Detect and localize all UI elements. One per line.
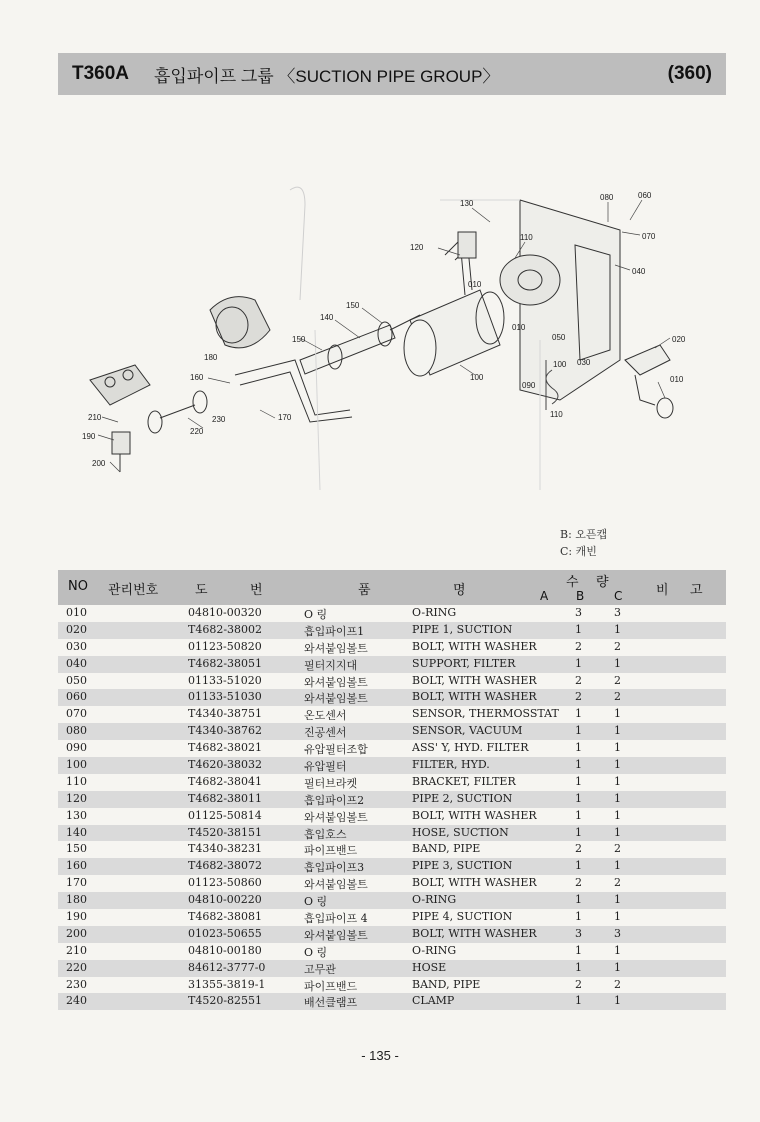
row-name-en: BOLT, WITH WASHER (412, 808, 537, 822)
row-no: 040 (66, 656, 87, 670)
row-qty-b: 2 (575, 639, 582, 653)
row-qty-b: 1 (575, 791, 582, 805)
row-qty-c: 1 (614, 859, 621, 873)
row-qty-b: 1 (575, 994, 582, 1008)
callout-label: 100 (553, 360, 567, 369)
row-qty-b: 1 (575, 758, 582, 772)
row-qty-c: 1 (614, 758, 621, 772)
row-part-number: T4682-38072 (188, 859, 263, 873)
row-name-ko: 와셔붙임볼트 (304, 810, 368, 824)
row-no: 070 (66, 707, 87, 721)
row-qty-c: 2 (614, 639, 621, 653)
row-name-en: O-RING (412, 893, 457, 907)
callout-label: 010 (468, 280, 482, 289)
table-row (58, 926, 726, 943)
table-row (58, 825, 726, 842)
table-row (58, 706, 726, 723)
model-legend (560, 526, 607, 560)
row-part-number: T4682-38002 (188, 622, 263, 636)
page-number: - 135 - (361, 1048, 399, 1063)
callout-label: 200 (92, 459, 106, 468)
row-qty-c: 2 (614, 842, 621, 856)
row-name-en: BOLT, WITH WASHER (412, 673, 537, 687)
row-part-number: 04810-00320 (188, 606, 262, 619)
row-part-number: T4682-38021 (188, 741, 263, 755)
row-part-number: 01133-51020 (188, 673, 262, 687)
row-qty-c: 1 (614, 825, 621, 839)
row-part-number: T4682-38041 (188, 774, 263, 788)
table-row (58, 689, 726, 706)
row-name-en: ASS' Y, HYD. FILTER (412, 741, 529, 755)
col-ryang: 량 (596, 575, 609, 590)
row-qty-c: 2 (614, 977, 621, 991)
row-name-ko: 진공센서 (304, 726, 347, 740)
row-qty-b: 2 (575, 690, 582, 704)
row-no: 150 (66, 842, 87, 856)
row-name-ko: 고무관 (304, 962, 336, 976)
row-part-number: 04810-00180 (188, 943, 262, 957)
callout-label: 190 (82, 432, 96, 441)
col-myeong: 명 (453, 583, 466, 598)
row-name-en: BAND, PIPE (412, 977, 481, 991)
table-row (58, 858, 726, 875)
row-qty-c: 1 (614, 943, 621, 957)
row-name-ko: 와셔붙임볼트 (304, 928, 368, 942)
row-part-number: T4682-38081 (188, 910, 263, 924)
row-part-number: 01023-50655 (188, 926, 262, 940)
row-no: 100 (66, 758, 87, 772)
callout-label: 010 (670, 375, 684, 384)
table-row (58, 656, 726, 673)
callout-label: 210 (88, 413, 102, 422)
row-no: 190 (66, 910, 87, 924)
group-title: 흡입파이프 그룹 〈SUCTION PIPE GROUP〉 (154, 66, 500, 86)
row-no: 030 (66, 639, 87, 653)
col-c: C (614, 589, 623, 603)
row-qty-b: 1 (575, 825, 582, 839)
row-name-en: PIPE 1, SUCTION (412, 622, 513, 636)
row-name-en: FILTER, HYD. (412, 758, 490, 772)
parts-table-body (58, 605, 726, 1010)
row-part-number: 01123-50860 (188, 876, 262, 890)
row-name-ko: 흡입호스 (304, 827, 347, 841)
callout-label: 060 (638, 191, 652, 200)
table-row (58, 875, 726, 892)
row-part-number: T4520-38151 (188, 825, 263, 839)
row-no: 200 (66, 926, 87, 940)
callout-label: 090 (522, 381, 536, 390)
row-name-en: PIPE 3, SUCTION (412, 859, 513, 873)
row-part-number: 01123-50820 (188, 639, 262, 653)
row-part-number: T4340-38751 (188, 707, 263, 721)
row-part-number: 04810-00220 (188, 893, 262, 907)
row-qty-b: 2 (575, 876, 582, 890)
row-qty-c: 1 (614, 656, 621, 670)
row-qty-c: 2 (614, 673, 621, 687)
row-no: 050 (66, 673, 87, 687)
callout-label: 180 (204, 353, 218, 362)
row-qty-b: 1 (575, 910, 582, 924)
callout-label: 170 (278, 413, 292, 422)
row-name-ko: 흡입파이프 4 (304, 912, 368, 926)
row-qty-c: 1 (614, 994, 621, 1008)
callout-label: 040 (632, 267, 646, 276)
legend-b: B: 오픈캡 (560, 528, 608, 541)
row-name-en: SENSOR, THERMOSSTAT (412, 707, 559, 721)
row-name-ko: 필터브라켓 (304, 776, 358, 790)
callout-label: 150 (292, 335, 306, 344)
row-name-en: CLAMP (412, 994, 455, 1008)
callout-label: 070 (642, 232, 656, 241)
row-qty-b: 1 (575, 859, 582, 873)
row-qty-b: 1 (575, 808, 582, 822)
col-go: 고 (690, 583, 703, 598)
row-qty-b: 2 (575, 673, 582, 687)
row-name-ko: O 링 (304, 608, 328, 621)
row-no: 140 (66, 825, 87, 839)
table-row (58, 757, 726, 774)
table-row (58, 841, 726, 858)
row-name-en: O-RING (412, 943, 457, 957)
callout-label: 150 (346, 301, 360, 310)
col-su: 수 (566, 575, 579, 590)
row-name-en: HOSE, SUCTION (412, 825, 509, 839)
table-row (58, 723, 726, 740)
callout-label: 140 (320, 313, 334, 322)
row-name-ko: 와셔붙임볼트 (304, 878, 368, 892)
callout-label: 100 (470, 373, 484, 382)
row-qty-c: 1 (614, 960, 621, 974)
row-name-ko: 필터지지대 (304, 658, 358, 672)
row-qty-b: 2 (575, 977, 582, 991)
row-no: 160 (66, 859, 87, 873)
callout-label: 030 (577, 358, 591, 367)
row-name-en: BRACKET, FILTER (412, 774, 516, 788)
table-row (58, 774, 726, 791)
callout-label: 110 (550, 410, 563, 419)
row-qty-c: 1 (614, 741, 621, 755)
row-name-en: PIPE 2, SUCTION (412, 791, 513, 805)
row-no: 180 (66, 893, 87, 907)
col-bi: 비 (656, 583, 669, 598)
row-no: 220 (66, 960, 87, 974)
callout-label: 220 (190, 427, 204, 436)
row-name-ko: O 링 (304, 895, 328, 909)
row-no: 010 (66, 606, 87, 619)
callout-label: 080 (600, 193, 614, 202)
callout-label: 230 (212, 415, 226, 424)
row-no: 090 (66, 741, 87, 755)
row-qty-c: 3 (614, 606, 621, 619)
col-do: 도 (195, 583, 208, 598)
table-row (58, 639, 726, 656)
table-row (58, 622, 726, 639)
row-qty-c: 1 (614, 791, 621, 805)
callout-label: 160 (190, 373, 204, 382)
page-code: (360) (667, 63, 712, 84)
row-qty-b: 1 (575, 724, 582, 738)
row-name-en: SENSOR, VACUUM (412, 724, 523, 738)
table-row (58, 892, 726, 909)
row-qty-c: 2 (614, 876, 621, 890)
row-name-en: PIPE 4, SUCTION (412, 910, 513, 924)
page-header (58, 53, 726, 95)
col-b: B (576, 589, 585, 603)
callout-label: 130 (460, 199, 474, 208)
row-part-number: 31355-3819-1 (188, 977, 266, 991)
table-row (58, 909, 726, 926)
col-no: NO (68, 579, 88, 594)
row-qty-c: 1 (614, 707, 621, 721)
callout-label: 110 (520, 233, 533, 242)
row-no: 170 (66, 876, 87, 890)
row-name-en: BOLT, WITH WASHER (412, 639, 537, 653)
row-name-ko: 와셔붙임볼트 (304, 692, 368, 706)
row-part-number: T4520-82551 (188, 994, 263, 1008)
row-no: 130 (66, 808, 87, 822)
row-qty-b: 1 (575, 774, 582, 788)
row-qty-c: 1 (614, 910, 621, 924)
row-no: 020 (66, 622, 87, 636)
row-name-ko: 온도센서 (304, 709, 347, 723)
row-qty-c: 3 (614, 926, 621, 940)
row-qty-c: 1 (614, 724, 621, 738)
table-row (58, 605, 726, 622)
row-qty-b: 2 (575, 842, 582, 856)
legend-c: C: 캐빈 (560, 545, 597, 558)
row-no: 060 (66, 690, 87, 704)
table-row (58, 791, 726, 808)
row-name-ko: O 링 (304, 945, 328, 959)
row-qty-b: 1 (575, 960, 582, 974)
row-name-ko: 와셔붙임볼트 (304, 675, 368, 689)
col-beon: 번 (250, 583, 263, 598)
callout-label: 120 (410, 243, 424, 252)
row-qty-b: 3 (575, 606, 582, 619)
row-qty-c: 1 (614, 893, 621, 907)
row-name-ko: 배선클램프 (304, 996, 358, 1010)
row-part-number: T4620-38032 (188, 758, 263, 772)
table-row (58, 993, 726, 1010)
row-name-ko: 유압필터 (304, 760, 347, 774)
row-name-en: SUPPORT, FILTER (412, 656, 516, 670)
callout-label: 020 (672, 335, 686, 344)
table-row (58, 673, 726, 690)
row-name-en: BAND, PIPE (412, 842, 481, 856)
table-row (58, 977, 726, 994)
row-part-number: 84612-3777-0 (188, 960, 266, 974)
row-qty-b: 1 (575, 741, 582, 755)
row-name-ko: 흡입파이프1 (304, 624, 365, 638)
table-row (58, 808, 726, 825)
row-name-en: HOSE (412, 960, 447, 974)
row-name-en: BOLT, WITH WASHER (412, 876, 537, 890)
row-name-en: BOLT, WITH WASHER (412, 926, 537, 940)
row-no: 210 (66, 943, 87, 957)
row-qty-c: 1 (614, 808, 621, 822)
row-qty-b: 3 (575, 926, 582, 940)
row-name-ko: 파이프밴드 (304, 844, 358, 858)
row-part-number: T4682-38011 (188, 791, 263, 805)
row-no: 080 (66, 724, 87, 738)
row-name-ko: 와셔붙임볼트 (304, 641, 368, 655)
callout-label: 010 (512, 323, 526, 332)
row-qty-b: 1 (575, 656, 582, 670)
callout-label: 050 (552, 333, 566, 342)
row-name-ko: 흡입파이프3 (304, 861, 365, 875)
col-pum: 품 (358, 583, 371, 598)
table-row (58, 740, 726, 757)
row-name-en: O-RING (412, 606, 457, 619)
row-qty-c: 1 (614, 622, 621, 636)
row-no: 230 (66, 977, 87, 991)
row-no: 110 (66, 774, 87, 788)
row-part-number: 01133-51030 (188, 690, 262, 704)
row-qty-c: 2 (614, 690, 621, 704)
row-no: 120 (66, 791, 87, 805)
parts-table-header (58, 570, 726, 605)
row-qty-b: 1 (575, 622, 582, 636)
row-name-ko: 파이프밴드 (304, 979, 358, 993)
row-qty-b: 1 (575, 893, 582, 907)
row-part-number: 01125-50814 (188, 808, 262, 822)
row-part-number: T4340-38762 (188, 724, 263, 738)
exploded-parts-diagram (60, 160, 720, 510)
table-row (58, 960, 726, 977)
row-part-number: T4682-38051 (188, 656, 263, 670)
row-qty-b: 1 (575, 943, 582, 957)
col-mgmt: 관리번호 (108, 583, 159, 598)
table-row (58, 943, 726, 960)
row-name-ko: 흡입파이프2 (304, 793, 365, 807)
row-no: 240 (66, 994, 87, 1008)
model-code: T360A (72, 63, 130, 84)
row-qty-c: 1 (614, 774, 621, 788)
col-a: A (540, 589, 549, 603)
row-name-en: BOLT, WITH WASHER (412, 690, 537, 704)
row-name-ko: 유압필터조합 (304, 743, 368, 757)
row-part-number: T4340-38231 (188, 842, 263, 856)
row-qty-b: 1 (575, 707, 582, 721)
